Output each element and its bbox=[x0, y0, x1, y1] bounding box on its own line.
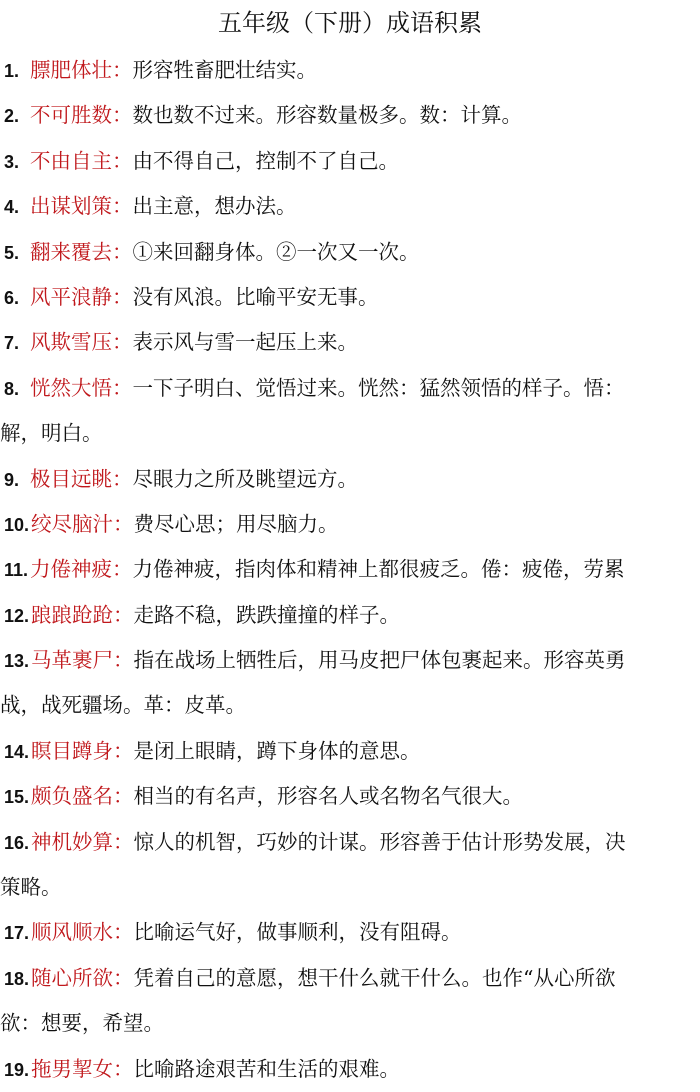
entry-number: 16. bbox=[4, 832, 30, 853]
entry-number: 12. bbox=[4, 605, 30, 626]
idiom-entry bbox=[0, 910, 700, 955]
idiom-term: 颇负盛名： bbox=[31, 784, 134, 809]
idiom-definition: ①来回翻身体。②一次又一次。 bbox=[132, 239, 420, 264]
idiom-entry bbox=[0, 729, 700, 774]
entry-number: 19. bbox=[4, 1059, 30, 1080]
idiom-entry bbox=[0, 230, 700, 275]
entry-number: 10. bbox=[4, 514, 30, 535]
entry-number: 4. bbox=[4, 197, 20, 218]
idiom-entry bbox=[0, 139, 700, 184]
definition-continuation: 战，战死疆场。革：皮革。 bbox=[0, 693, 246, 718]
entry-number: 9. bbox=[4, 469, 20, 490]
entry-number: 17. bbox=[4, 923, 30, 944]
idiom-term: 极目远眺： bbox=[30, 466, 133, 491]
idiom-entry bbox=[0, 457, 700, 502]
definition-continuation: 策略。 bbox=[0, 875, 62, 900]
idiom-definition: 表示风与雪一起压上来。 bbox=[132, 330, 358, 355]
definition-continuation-line bbox=[0, 865, 700, 910]
idiom-entry bbox=[0, 366, 700, 411]
idiom-entry bbox=[0, 638, 700, 683]
idiom-term: 膘肥体壮： bbox=[30, 58, 133, 82]
entry-number: 3. bbox=[4, 151, 20, 172]
idiom-term: 风欺雪压： bbox=[30, 330, 133, 355]
idiom-definition: 费尽心思；用尽脑力。 bbox=[133, 511, 339, 536]
definition-continuation: 解，明白。 bbox=[0, 421, 103, 446]
entry-number: 15. bbox=[4, 787, 30, 808]
idiom-term: 出谋划策： bbox=[30, 194, 133, 219]
idiom-term: 神机妙算： bbox=[31, 829, 134, 854]
definition-continuation: 欲：想要，希望。 bbox=[0, 1011, 164, 1036]
idiom-entry bbox=[0, 593, 700, 638]
idiom-definition: 走路不稳，跌跌撞撞的样子。 bbox=[133, 602, 401, 627]
idiom-term: 恍然大悟： bbox=[30, 375, 133, 400]
idiom-definition: 比喻路途艰苦和生活的艰难。 bbox=[133, 1056, 401, 1081]
idiom-entry bbox=[0, 320, 700, 365]
idiom-term: 马革裹尸： bbox=[31, 648, 134, 673]
entry-number: 1. bbox=[4, 61, 20, 81]
entry-number: 7. bbox=[4, 333, 20, 354]
idiom-definition: 惊人的机智，巧妙的计谋。形容善于估计形势发展，决 bbox=[133, 829, 626, 854]
idiom-entry bbox=[0, 956, 700, 1001]
idiom-list bbox=[0, 48, 700, 1092]
entry-number: 2. bbox=[4, 106, 20, 127]
idiom-term: 拖男挈女： bbox=[31, 1056, 134, 1081]
definition-continuation-line bbox=[0, 683, 700, 728]
idiom-entry bbox=[0, 275, 700, 320]
entry-number: 11. bbox=[4, 560, 29, 581]
idiom-entry bbox=[0, 774, 700, 819]
idiom-entry bbox=[0, 1047, 700, 1092]
idiom-definition: 出主意，想办法。 bbox=[132, 194, 297, 219]
idiom-term: 风平浪静： bbox=[30, 284, 133, 309]
idiom-entry bbox=[0, 48, 700, 93]
idiom-definition: 比喻运气好，做事顺利，没有阻碍。 bbox=[133, 920, 462, 945]
idiom-term: 顺风顺水： bbox=[31, 920, 134, 945]
idiom-definition: 力倦神疲，指肉体和精神上都很疲乏。倦：疲倦，劳累 bbox=[132, 557, 625, 582]
idiom-entry bbox=[0, 184, 700, 229]
entry-number: 14. bbox=[4, 741, 30, 762]
entry-number: 6. bbox=[4, 287, 20, 308]
idiom-term: 随心所欲： bbox=[31, 965, 134, 990]
idiom-definition: 尽眼力之所及眺望远方。 bbox=[132, 466, 358, 491]
idiom-definition: 形容牲畜肥壮结实。 bbox=[132, 58, 317, 82]
idiom-term: 绞尽脑汁： bbox=[31, 511, 134, 536]
idiom-entry bbox=[0, 93, 700, 138]
idiom-definition: 由不得自己，控制不了自己。 bbox=[132, 148, 399, 173]
idiom-term: 瞑目蹲身： bbox=[31, 738, 134, 763]
idiom-definition: 相当的有名声，形容名人或名物名气很大。 bbox=[133, 784, 524, 809]
idiom-definition: 是闭上眼睛，蹲下身体的意思。 bbox=[133, 738, 421, 763]
idiom-definition: 一下子明白、觉悟过来。恍然：猛然领悟的样子。悟： bbox=[132, 375, 625, 400]
entry-number: 8. bbox=[4, 378, 20, 399]
idiom-definition: 没有风浪。比喻平安无事。 bbox=[132, 284, 379, 309]
idiom-term: 不由自主： bbox=[30, 148, 133, 173]
idiom-entry bbox=[0, 820, 700, 865]
idiom-term: 翻来覆去： bbox=[30, 239, 133, 264]
page-title: 五年级（下册）成语积累 bbox=[218, 9, 482, 37]
idiom-definition: 数也数不过来。形容数量极多。数：计算。 bbox=[132, 103, 522, 128]
idiom-entry bbox=[0, 502, 700, 547]
entry-number: 18. bbox=[4, 968, 30, 989]
definition-continuation-line bbox=[0, 411, 700, 456]
idiom-term: 踉踉跄跄： bbox=[31, 602, 134, 627]
idiom-term: 不可胜数： bbox=[30, 103, 133, 128]
entry-number: 5. bbox=[4, 242, 20, 263]
definition-continuation-line bbox=[0, 1001, 700, 1046]
idiom-entry bbox=[0, 547, 700, 592]
idiom-definition: 指在战场上牺牲后，用马皮把尸体包裹起来。形容英勇 bbox=[133, 648, 626, 673]
idiom-term: 力倦神疲： bbox=[30, 557, 133, 582]
idiom-definition: 凭着自己的意愿，想干什么就干什么。也作“从心所欲 bbox=[133, 965, 616, 990]
entry-number: 13. bbox=[4, 651, 30, 672]
